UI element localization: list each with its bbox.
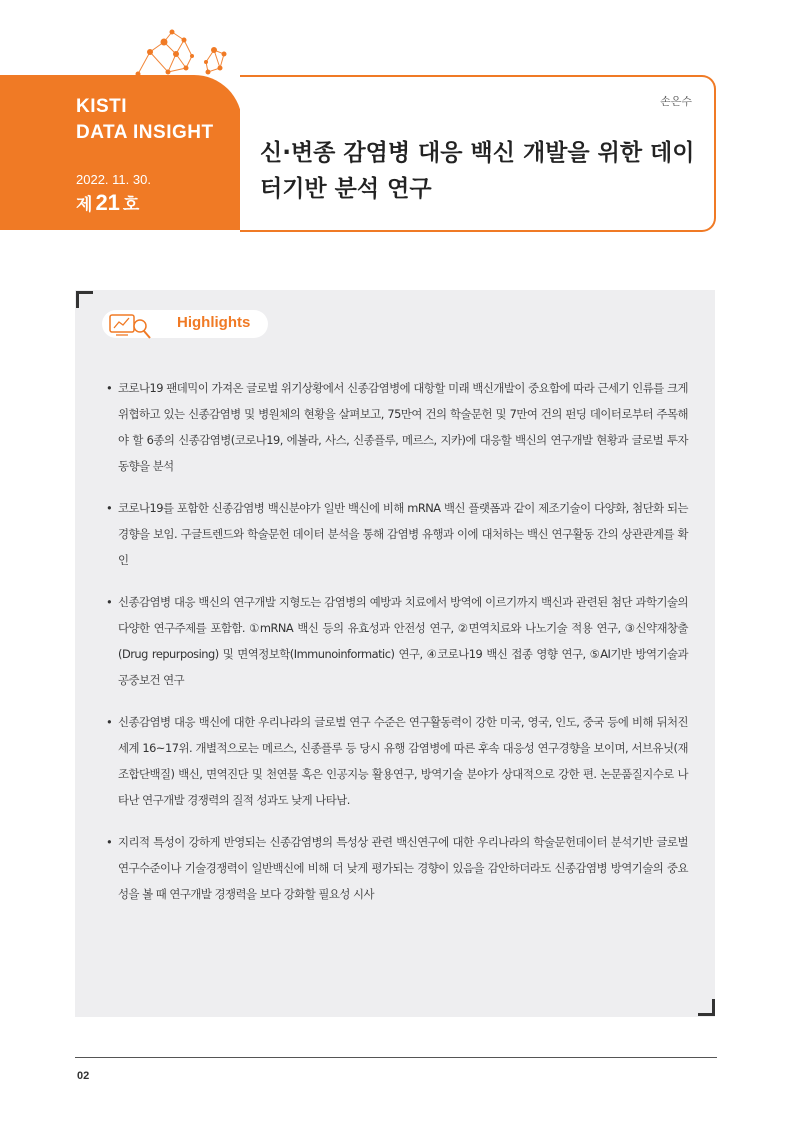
highlight-item: • 지리적 특성이 강하게 반영되는 신종감염병의 특성상 관련 백신연구에 대한 우리나라의 학술문헌데이터 분석기반 글로벌 연구수준이나 기술경쟁력이 일반백신에 비해 더 낮게 평가되는 경향이 있음을 감안하더라도 신종감염병 방역기술의 중요성을 볼 때 연구개발 경쟁력을 보다 강화할 필요성 시사 (106, 829, 688, 907)
page-title: 신·변종 감염병 대응 백신 개발을 위한 데이터기반 분석 연구 (260, 140, 695, 202)
chart-magnifier-icon (108, 312, 154, 340)
highlight-item: • 코로나19 팬데믹이 가져온 글로벌 위기상황에서 신종감염병에 대항할 미래 백신개발이 중요함에 따라 근세기 인류를 크게 위협하고 있는 신종감염병 및 병원체의 현황을 살펴보고, 75만여 건의 학술문헌 및 7만여 건의 펀딩 데이터로부터 주목해야 할 6종의 신종감염병(코로나19, 에볼라, 사스, 신종플루, 메르스, 지카)에 대응할 백신의 연구개발 현황과 글로벌 투자 동향을 분석 (106, 375, 688, 479)
author: 손은수 (660, 95, 692, 108)
footer-divider (75, 1057, 717, 1058)
corner-bracket-top-left (76, 291, 93, 308)
issue-suffix: 호 (122, 195, 140, 215)
title-box (240, 75, 716, 232)
page-number: 02 (77, 1070, 90, 1082)
publish-date: 2022. 11. 30. (76, 172, 151, 187)
highlight-item: • 코로나19를 포함한 신종감염병 백신분야가 일반 백신에 비해 mRNA 백신 플랫폼과 같이 제조기술이 다양화, 첨단화 되는 경향을 보임. 구글트렌드와 학술문헌 데이터 분석을 통해 감염병 유행과 이에 대처하는 백신 연구활동 간의 상관관계를 확인 (106, 495, 688, 573)
highlights-list (106, 375, 688, 923)
brand-data-insight: DATA INSIGHT (76, 122, 214, 143)
issue-prefix: 제 (76, 195, 93, 215)
highlight-item: • 신종감염병 대응 백신의 연구개발 지형도는 감염병의 예방과 치료에서 방역에 이르기까지 백신과 관련된 첨단 과학기술의 다양한 연구주제를 포함함. ①mRNA 백신 등의 유효성과 안전성 연구, ②면역치료와 나노기술 적용 연구, ③신약재창출(Drug repurposing) 및 면역정보학(Immunoinformatic) 연구, ④코로나19 백신 접종 영향 연구, ⑤AI기반 방역기술과 공중보건 연구 (106, 589, 688, 693)
issue-num: 21 (95, 190, 120, 215)
corner-bracket-bottom-right (698, 999, 715, 1016)
highlights-label: Highlights (177, 314, 251, 331)
issue-number (76, 190, 139, 216)
brand-kisti: KISTI (76, 96, 128, 117)
highlight-item: • 신종감염병 대응 백신에 대한 우리나라의 글로벌 연구 수준은 연구활동력이 강한 미국, 영국, 인도, 중국 등에 비해 뒤처진 세계 16~17위. 개별적으로는 메르스, 신종플루 등 당시 유행 감염병에 따른 후속 대응성 연구경향을 보이며, 서브유닛(재조합단백질) 백신, 면역진단 및 천연물 혹은 인공지능 활용연구, 방역기술 분야가 상대적으로 강한 편. 논문품질지수로 나타난 연구개발 경쟁력의 질적 성과도 낮게 나타남. (106, 709, 688, 813)
